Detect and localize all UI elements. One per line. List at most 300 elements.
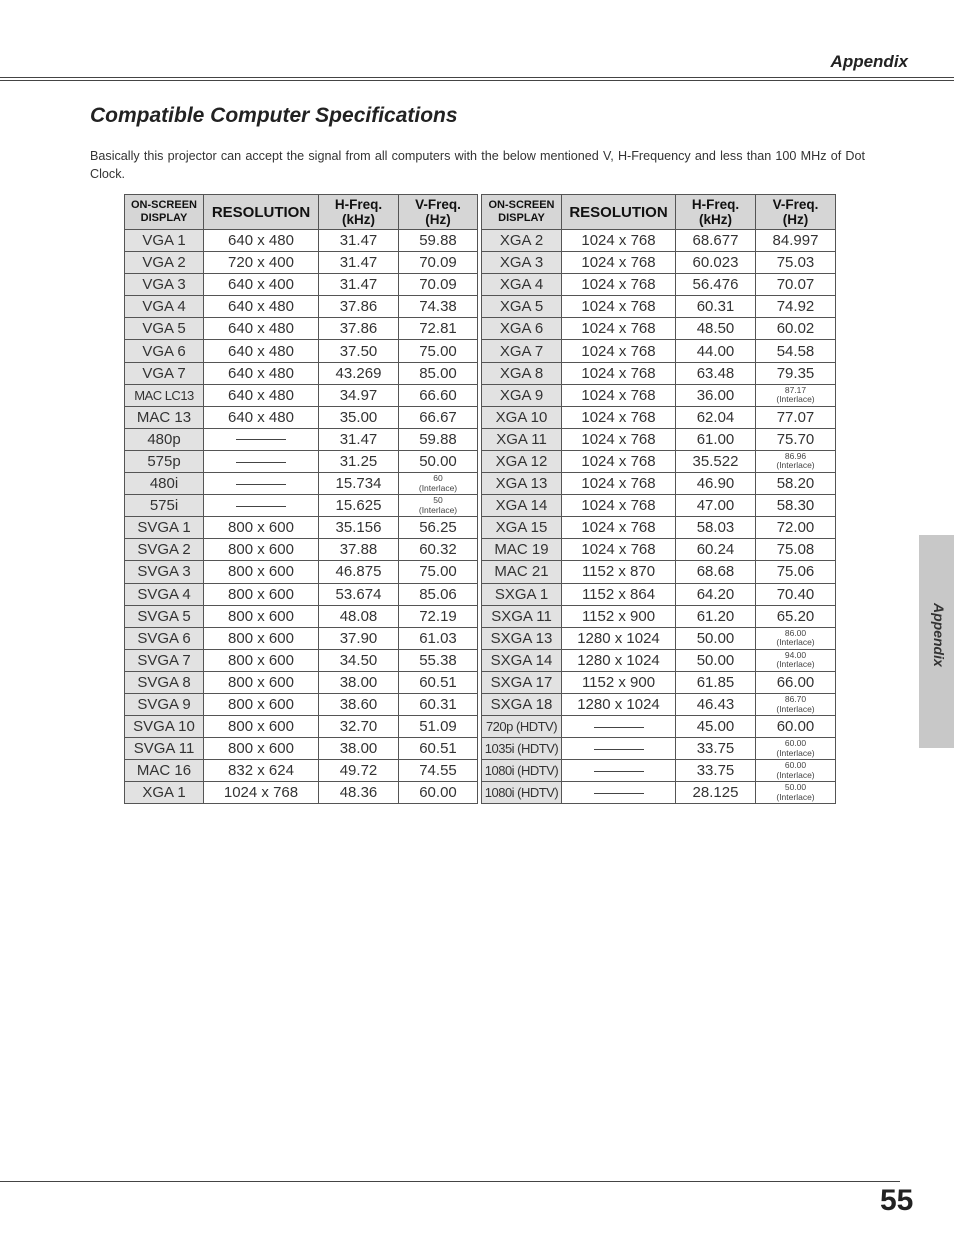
cell-hfreq: 56.476 bbox=[676, 274, 756, 296]
table-row bbox=[482, 274, 836, 296]
header-vfreq: V-Freq. (Hz) bbox=[756, 195, 836, 230]
cell-vfreq: 59.88 bbox=[399, 230, 478, 252]
table-row bbox=[482, 252, 836, 274]
table-row bbox=[125, 539, 478, 561]
cell-vfreq bbox=[756, 649, 836, 671]
cell-vfreq: 60.51 bbox=[399, 671, 478, 693]
cell-hfreq: 49.72 bbox=[319, 760, 399, 782]
cell-hfreq: 15.625 bbox=[319, 495, 399, 517]
table-row bbox=[125, 760, 478, 782]
interlace-note: 60.00 bbox=[784, 760, 807, 771]
cell-display: SVGA 5 bbox=[125, 605, 204, 627]
table-row bbox=[125, 450, 478, 472]
section-header: Appendix bbox=[830, 52, 908, 71]
header-display: ON-SCREEN DISPLAY bbox=[482, 195, 562, 230]
cell-vfreq bbox=[756, 738, 836, 760]
cell-display: VGA 6 bbox=[125, 340, 204, 362]
cell-vfreq: 60.51 bbox=[399, 738, 478, 760]
cell-resolution: 1024 x 768 bbox=[562, 318, 676, 340]
cell-resolution: 720 x 400 bbox=[204, 252, 319, 274]
table-row bbox=[482, 605, 836, 627]
cell-vfreq: 74.92 bbox=[756, 296, 836, 318]
cell-display: XGA 7 bbox=[482, 340, 562, 362]
cell-display: XGA 2 bbox=[482, 230, 562, 252]
cell-display: MAC 13 bbox=[125, 406, 204, 428]
cell-resolution: 1152 x 870 bbox=[562, 561, 676, 583]
cell-vfreq: 70.07 bbox=[756, 274, 836, 296]
cell-resolution bbox=[562, 738, 676, 760]
table-header-row bbox=[482, 195, 836, 230]
cell-vfreq: 75.08 bbox=[756, 539, 836, 561]
cell-display: XGA 1 bbox=[125, 782, 204, 804]
cell-display: VGA 5 bbox=[125, 318, 204, 340]
interlace-note: (Interlace) bbox=[776, 460, 815, 471]
cell-resolution: 1024 x 768 bbox=[562, 362, 676, 384]
cell-resolution: 1152 x 900 bbox=[562, 605, 676, 627]
table-row bbox=[482, 384, 836, 406]
cell-display: SVGA 6 bbox=[125, 627, 204, 649]
cell-display: SVGA 3 bbox=[125, 561, 204, 583]
header-rule bbox=[0, 77, 954, 78]
table-row bbox=[482, 406, 836, 428]
cell-resolution: 800 x 600 bbox=[204, 738, 319, 760]
interlace-note: (Interlace) bbox=[776, 637, 815, 648]
cell-vfreq bbox=[756, 782, 836, 804]
cell-resolution bbox=[204, 473, 319, 495]
cell-vfreq: 58.20 bbox=[756, 473, 836, 495]
cell-resolution: 1152 x 864 bbox=[562, 583, 676, 605]
cell-vfreq: 75.70 bbox=[756, 428, 836, 450]
cell-resolution: 1024 x 768 bbox=[562, 495, 676, 517]
cell-vfreq: 60.32 bbox=[399, 539, 478, 561]
interlace-note: 60 bbox=[433, 473, 443, 484]
not-applicable-dash bbox=[594, 793, 644, 794]
cell-display: 575i bbox=[125, 495, 204, 517]
cell-resolution: 1024 x 768 bbox=[562, 517, 676, 539]
cell-display: SVGA 1 bbox=[125, 517, 204, 539]
table-row bbox=[125, 561, 478, 583]
cell-vfreq: 85.00 bbox=[399, 362, 478, 384]
cell-hfreq: 43.269 bbox=[319, 362, 399, 384]
cell-hfreq: 31.47 bbox=[319, 274, 399, 296]
cell-hfreq: 35.522 bbox=[676, 450, 756, 472]
cell-vfreq: 66.67 bbox=[399, 406, 478, 428]
not-applicable-dash bbox=[236, 439, 286, 440]
header-display: ON-SCREEN DISPLAY bbox=[125, 195, 204, 230]
table-row bbox=[482, 738, 836, 760]
cell-display: SVGA 2 bbox=[125, 539, 204, 561]
cell-display: SXGA 18 bbox=[482, 693, 562, 715]
cell-display: XGA 13 bbox=[482, 473, 562, 495]
cell-hfreq: 37.90 bbox=[319, 627, 399, 649]
cell-hfreq: 68.677 bbox=[676, 230, 756, 252]
table-row bbox=[125, 583, 478, 605]
cell-display: SXGA 13 bbox=[482, 627, 562, 649]
cell-display: VGA 1 bbox=[125, 230, 204, 252]
page-number: 55 bbox=[880, 1184, 914, 1217]
table-row bbox=[125, 671, 478, 693]
cell-hfreq: 34.50 bbox=[319, 649, 399, 671]
header-vfreq: V-Freq. (Hz) bbox=[399, 195, 478, 230]
cell-hfreq: 50.00 bbox=[676, 649, 756, 671]
cell-resolution: 800 x 600 bbox=[204, 693, 319, 715]
cell-hfreq: 15.734 bbox=[319, 473, 399, 495]
cell-resolution: 1024 x 768 bbox=[562, 252, 676, 274]
cell-display: VGA 3 bbox=[125, 274, 204, 296]
interlace-note: 50 bbox=[433, 495, 443, 506]
table-row bbox=[125, 296, 478, 318]
cell-hfreq: 60.023 bbox=[676, 252, 756, 274]
cell-vfreq: 50.00 bbox=[399, 450, 478, 472]
cell-resolution: 1024 x 768 bbox=[562, 296, 676, 318]
interlace-note: 60.00 bbox=[784, 738, 807, 749]
cell-display: 720p (HDTV) bbox=[482, 716, 562, 738]
table-row bbox=[482, 649, 836, 671]
cell-resolution bbox=[204, 428, 319, 450]
cell-resolution bbox=[562, 760, 676, 782]
cell-resolution: 800 x 600 bbox=[204, 649, 319, 671]
spec-table-right bbox=[481, 194, 836, 804]
cell-hfreq: 37.86 bbox=[319, 318, 399, 340]
table-row bbox=[125, 605, 478, 627]
cell-vfreq: 60.02 bbox=[756, 318, 836, 340]
table-row bbox=[125, 406, 478, 428]
cell-resolution: 640 x 480 bbox=[204, 318, 319, 340]
cell-hfreq: 38.60 bbox=[319, 693, 399, 715]
cell-vfreq: 58.30 bbox=[756, 495, 836, 517]
cell-vfreq bbox=[756, 450, 836, 472]
cell-vfreq bbox=[756, 760, 836, 782]
cell-vfreq: 55.38 bbox=[399, 649, 478, 671]
cell-hfreq: 62.04 bbox=[676, 406, 756, 428]
cell-resolution bbox=[204, 495, 319, 517]
cell-hfreq: 37.50 bbox=[319, 340, 399, 362]
table-row bbox=[125, 716, 478, 738]
cell-display: XGA 10 bbox=[482, 406, 562, 428]
interlace-note: 87.17 bbox=[784, 384, 807, 395]
cell-resolution: 1152 x 900 bbox=[562, 671, 676, 693]
cell-display: SVGA 4 bbox=[125, 583, 204, 605]
cell-hfreq: 32.70 bbox=[319, 716, 399, 738]
table-row bbox=[482, 362, 836, 384]
cell-vfreq: 66.00 bbox=[756, 671, 836, 693]
cell-resolution: 1024 x 768 bbox=[204, 782, 319, 804]
cell-hfreq: 35.00 bbox=[319, 406, 399, 428]
cell-resolution: 800 x 600 bbox=[204, 627, 319, 649]
cell-resolution: 1024 x 768 bbox=[562, 340, 676, 362]
table-row bbox=[482, 473, 836, 495]
interlace-note: 86.70 bbox=[784, 694, 807, 705]
spec-table bbox=[481, 194, 836, 804]
cell-resolution: 1024 x 768 bbox=[562, 450, 676, 472]
table-row bbox=[125, 693, 478, 715]
cell-display: SVGA 9 bbox=[125, 693, 204, 715]
cell-hfreq: 33.75 bbox=[676, 738, 756, 760]
cell-resolution: 800 x 600 bbox=[204, 539, 319, 561]
cell-resolution: 800 x 600 bbox=[204, 561, 319, 583]
cell-hfreq: 61.00 bbox=[676, 428, 756, 450]
cell-hfreq: 35.156 bbox=[319, 517, 399, 539]
table-row bbox=[125, 782, 478, 804]
cell-display: 1080i (HDTV) bbox=[482, 760, 562, 782]
table-row bbox=[482, 296, 836, 318]
cell-vfreq: 65.20 bbox=[756, 605, 836, 627]
interlace-note: 50.00 bbox=[784, 782, 807, 793]
cell-resolution bbox=[204, 450, 319, 472]
cell-resolution: 1024 x 768 bbox=[562, 539, 676, 561]
cell-display: SVGA 7 bbox=[125, 649, 204, 671]
not-applicable-dash bbox=[594, 771, 644, 772]
cell-hfreq: 44.00 bbox=[676, 340, 756, 362]
cell-resolution: 800 x 600 bbox=[204, 583, 319, 605]
cell-vfreq: 60.00 bbox=[399, 782, 478, 804]
cell-display: SXGA 17 bbox=[482, 671, 562, 693]
table-row bbox=[482, 450, 836, 472]
cell-hfreq: 31.47 bbox=[319, 230, 399, 252]
cell-hfreq: 60.31 bbox=[676, 296, 756, 318]
cell-hfreq: 37.88 bbox=[319, 539, 399, 561]
cell-display: XGA 9 bbox=[482, 384, 562, 406]
spec-table-left bbox=[124, 194, 478, 804]
table-row bbox=[482, 230, 836, 252]
cell-hfreq: 45.00 bbox=[676, 716, 756, 738]
cell-vfreq: 70.09 bbox=[399, 274, 478, 296]
table-row bbox=[125, 362, 478, 384]
cell-vfreq bbox=[756, 627, 836, 649]
interlace-note: (Interlace) bbox=[776, 791, 815, 802]
table-row bbox=[125, 428, 478, 450]
cell-vfreq bbox=[399, 495, 478, 517]
cell-vfreq: 72.81 bbox=[399, 318, 478, 340]
table-row bbox=[482, 760, 836, 782]
cell-hfreq: 47.00 bbox=[676, 495, 756, 517]
cell-resolution: 640 x 480 bbox=[204, 362, 319, 384]
cell-display: MAC LC13 bbox=[125, 384, 204, 406]
cell-vfreq: 66.60 bbox=[399, 384, 478, 406]
cell-vfreq bbox=[399, 473, 478, 495]
intro-paragraph: Basically this projector can accept the signal from all computers with the below mentioned V, H-Frequency and less than 100 MHz of Dot Clock. bbox=[90, 149, 865, 181]
cell-display: 1035i (HDTV) bbox=[482, 738, 562, 760]
table-row bbox=[125, 274, 478, 296]
cell-vfreq: 75.00 bbox=[399, 561, 478, 583]
cell-vfreq: 72.19 bbox=[399, 605, 478, 627]
table-row bbox=[482, 561, 836, 583]
cell-hfreq: 46.90 bbox=[676, 473, 756, 495]
header-hfreq: H-Freq. (kHz) bbox=[676, 195, 756, 230]
table-row bbox=[482, 495, 836, 517]
not-applicable-dash bbox=[236, 506, 286, 507]
cell-display: XGA 8 bbox=[482, 362, 562, 384]
spec-table bbox=[124, 194, 478, 804]
table-row bbox=[482, 716, 836, 738]
cell-hfreq: 34.97 bbox=[319, 384, 399, 406]
cell-display: XGA 15 bbox=[482, 517, 562, 539]
cell-vfreq: 70.40 bbox=[756, 583, 836, 605]
table-body bbox=[482, 230, 836, 804]
appendix-side-tab bbox=[919, 535, 954, 748]
cell-display: MAC 19 bbox=[482, 539, 562, 561]
cell-display: XGA 14 bbox=[482, 495, 562, 517]
not-applicable-dash bbox=[594, 727, 644, 728]
cell-resolution: 1024 x 768 bbox=[562, 274, 676, 296]
cell-resolution: 640 x 400 bbox=[204, 274, 319, 296]
cell-vfreq: 84.997 bbox=[756, 230, 836, 252]
cell-hfreq: 50.00 bbox=[676, 627, 756, 649]
table-row bbox=[125, 230, 478, 252]
interlace-note: 86.00 bbox=[784, 627, 807, 638]
cell-hfreq: 31.47 bbox=[319, 428, 399, 450]
cell-resolution: 1280 x 1024 bbox=[562, 627, 676, 649]
interlace-note: 86.96 bbox=[784, 450, 807, 461]
table-row bbox=[482, 539, 836, 561]
cell-display: SXGA 14 bbox=[482, 649, 562, 671]
cell-resolution: 1024 x 768 bbox=[562, 428, 676, 450]
not-applicable-dash bbox=[236, 484, 286, 485]
cell-display: MAC 16 bbox=[125, 760, 204, 782]
cell-vfreq: 75.00 bbox=[399, 340, 478, 362]
cell-vfreq: 61.03 bbox=[399, 627, 478, 649]
cell-resolution: 800 x 600 bbox=[204, 716, 319, 738]
interlace-note: (Interlace) bbox=[776, 659, 815, 670]
cell-vfreq: 51.09 bbox=[399, 716, 478, 738]
cell-display: VGA 7 bbox=[125, 362, 204, 384]
cell-display: SVGA 10 bbox=[125, 716, 204, 738]
cell-display: SVGA 11 bbox=[125, 738, 204, 760]
cell-vfreq: 75.06 bbox=[756, 561, 836, 583]
cell-resolution: 640 x 480 bbox=[204, 384, 319, 406]
cell-resolution: 1024 x 768 bbox=[562, 384, 676, 406]
interlace-note: 94.00 bbox=[784, 649, 807, 660]
cell-vfreq: 74.38 bbox=[399, 296, 478, 318]
cell-display: 1080i (HDTV) bbox=[482, 782, 562, 804]
cell-vfreq: 60.00 bbox=[756, 716, 836, 738]
cell-resolution: 800 x 600 bbox=[204, 671, 319, 693]
header-hfreq: H-Freq. (kHz) bbox=[319, 195, 399, 230]
table-row bbox=[125, 318, 478, 340]
cell-display: XGA 11 bbox=[482, 428, 562, 450]
header-rule-secondary bbox=[0, 80, 954, 81]
cell-hfreq: 68.68 bbox=[676, 561, 756, 583]
cell-display: 480p bbox=[125, 428, 204, 450]
table-row bbox=[125, 649, 478, 671]
cell-hfreq: 48.36 bbox=[319, 782, 399, 804]
not-applicable-dash bbox=[236, 462, 286, 463]
cell-hfreq: 61.20 bbox=[676, 605, 756, 627]
cell-hfreq: 33.75 bbox=[676, 760, 756, 782]
cell-hfreq: 53.674 bbox=[319, 583, 399, 605]
table-row bbox=[125, 384, 478, 406]
cell-hfreq: 48.50 bbox=[676, 318, 756, 340]
interlace-note: (Interlace) bbox=[776, 747, 815, 758]
table-row bbox=[482, 428, 836, 450]
cell-vfreq: 54.58 bbox=[756, 340, 836, 362]
table-row bbox=[125, 517, 478, 539]
cell-vfreq bbox=[756, 384, 836, 406]
cell-vfreq: 77.07 bbox=[756, 406, 836, 428]
cell-vfreq: 72.00 bbox=[756, 517, 836, 539]
cell-resolution bbox=[562, 716, 676, 738]
cell-hfreq: 38.00 bbox=[319, 738, 399, 760]
table-row bbox=[125, 495, 478, 517]
cell-resolution: 640 x 480 bbox=[204, 230, 319, 252]
interlace-note: (Interlace) bbox=[776, 703, 815, 714]
cell-vfreq: 75.03 bbox=[756, 252, 836, 274]
cell-hfreq: 31.47 bbox=[319, 252, 399, 274]
table-row bbox=[482, 671, 836, 693]
cell-vfreq: 70.09 bbox=[399, 252, 478, 274]
cell-vfreq: 60.31 bbox=[399, 693, 478, 715]
cell-display: XGA 4 bbox=[482, 274, 562, 296]
page-title: Compatible Computer Specifications bbox=[90, 104, 458, 127]
cell-resolution: 640 x 480 bbox=[204, 406, 319, 428]
cell-vfreq: 85.06 bbox=[399, 583, 478, 605]
cell-display: XGA 12 bbox=[482, 450, 562, 472]
cell-vfreq: 56.25 bbox=[399, 517, 478, 539]
interlace-note: (Interlace) bbox=[776, 769, 815, 780]
header-resolution: RESOLUTION bbox=[562, 195, 676, 230]
cell-display: SXGA 1 bbox=[482, 583, 562, 605]
cell-resolution bbox=[562, 782, 676, 804]
cell-hfreq: 46.875 bbox=[319, 561, 399, 583]
cell-display: SVGA 8 bbox=[125, 671, 204, 693]
cell-resolution: 1024 x 768 bbox=[562, 230, 676, 252]
table-row bbox=[482, 517, 836, 539]
cell-display: VGA 2 bbox=[125, 252, 204, 274]
cell-resolution: 640 x 480 bbox=[204, 296, 319, 318]
cell-hfreq: 48.08 bbox=[319, 605, 399, 627]
cell-hfreq: 63.48 bbox=[676, 362, 756, 384]
cell-resolution: 800 x 600 bbox=[204, 605, 319, 627]
cell-resolution: 800 x 600 bbox=[204, 517, 319, 539]
cell-hfreq: 64.20 bbox=[676, 583, 756, 605]
cell-vfreq: 59.88 bbox=[399, 428, 478, 450]
table-row bbox=[125, 340, 478, 362]
cell-hfreq: 46.43 bbox=[676, 693, 756, 715]
cell-vfreq: 79.35 bbox=[756, 362, 836, 384]
cell-resolution: 1024 x 768 bbox=[562, 406, 676, 428]
cell-display: 575p bbox=[125, 450, 204, 472]
interlace-note: (Interlace) bbox=[776, 394, 815, 405]
table-row bbox=[125, 627, 478, 649]
cell-resolution: 1280 x 1024 bbox=[562, 649, 676, 671]
cell-hfreq: 36.00 bbox=[676, 384, 756, 406]
cell-display: XGA 5 bbox=[482, 296, 562, 318]
table-body bbox=[125, 230, 478, 804]
cell-display: VGA 4 bbox=[125, 296, 204, 318]
table-row bbox=[482, 340, 836, 362]
table-row bbox=[125, 473, 478, 495]
cell-hfreq: 37.86 bbox=[319, 296, 399, 318]
cell-resolution: 1024 x 768 bbox=[562, 473, 676, 495]
table-row bbox=[482, 627, 836, 649]
table-row bbox=[482, 782, 836, 804]
not-applicable-dash bbox=[594, 749, 644, 750]
cell-hfreq: 38.00 bbox=[319, 671, 399, 693]
side-tab-label: Appendix bbox=[931, 603, 947, 667]
cell-hfreq: 61.85 bbox=[676, 671, 756, 693]
footer-rule bbox=[0, 1181, 900, 1182]
cell-display: SXGA 11 bbox=[482, 605, 562, 627]
cell-resolution: 1280 x 1024 bbox=[562, 693, 676, 715]
header-resolution: RESOLUTION bbox=[204, 195, 319, 230]
table-row bbox=[482, 693, 836, 715]
cell-hfreq: 58.03 bbox=[676, 517, 756, 539]
interlace-note: (Interlace) bbox=[418, 504, 458, 515]
cell-hfreq: 28.125 bbox=[676, 782, 756, 804]
cell-hfreq: 60.24 bbox=[676, 539, 756, 561]
cell-display: XGA 6 bbox=[482, 318, 562, 340]
table-row bbox=[125, 252, 478, 274]
